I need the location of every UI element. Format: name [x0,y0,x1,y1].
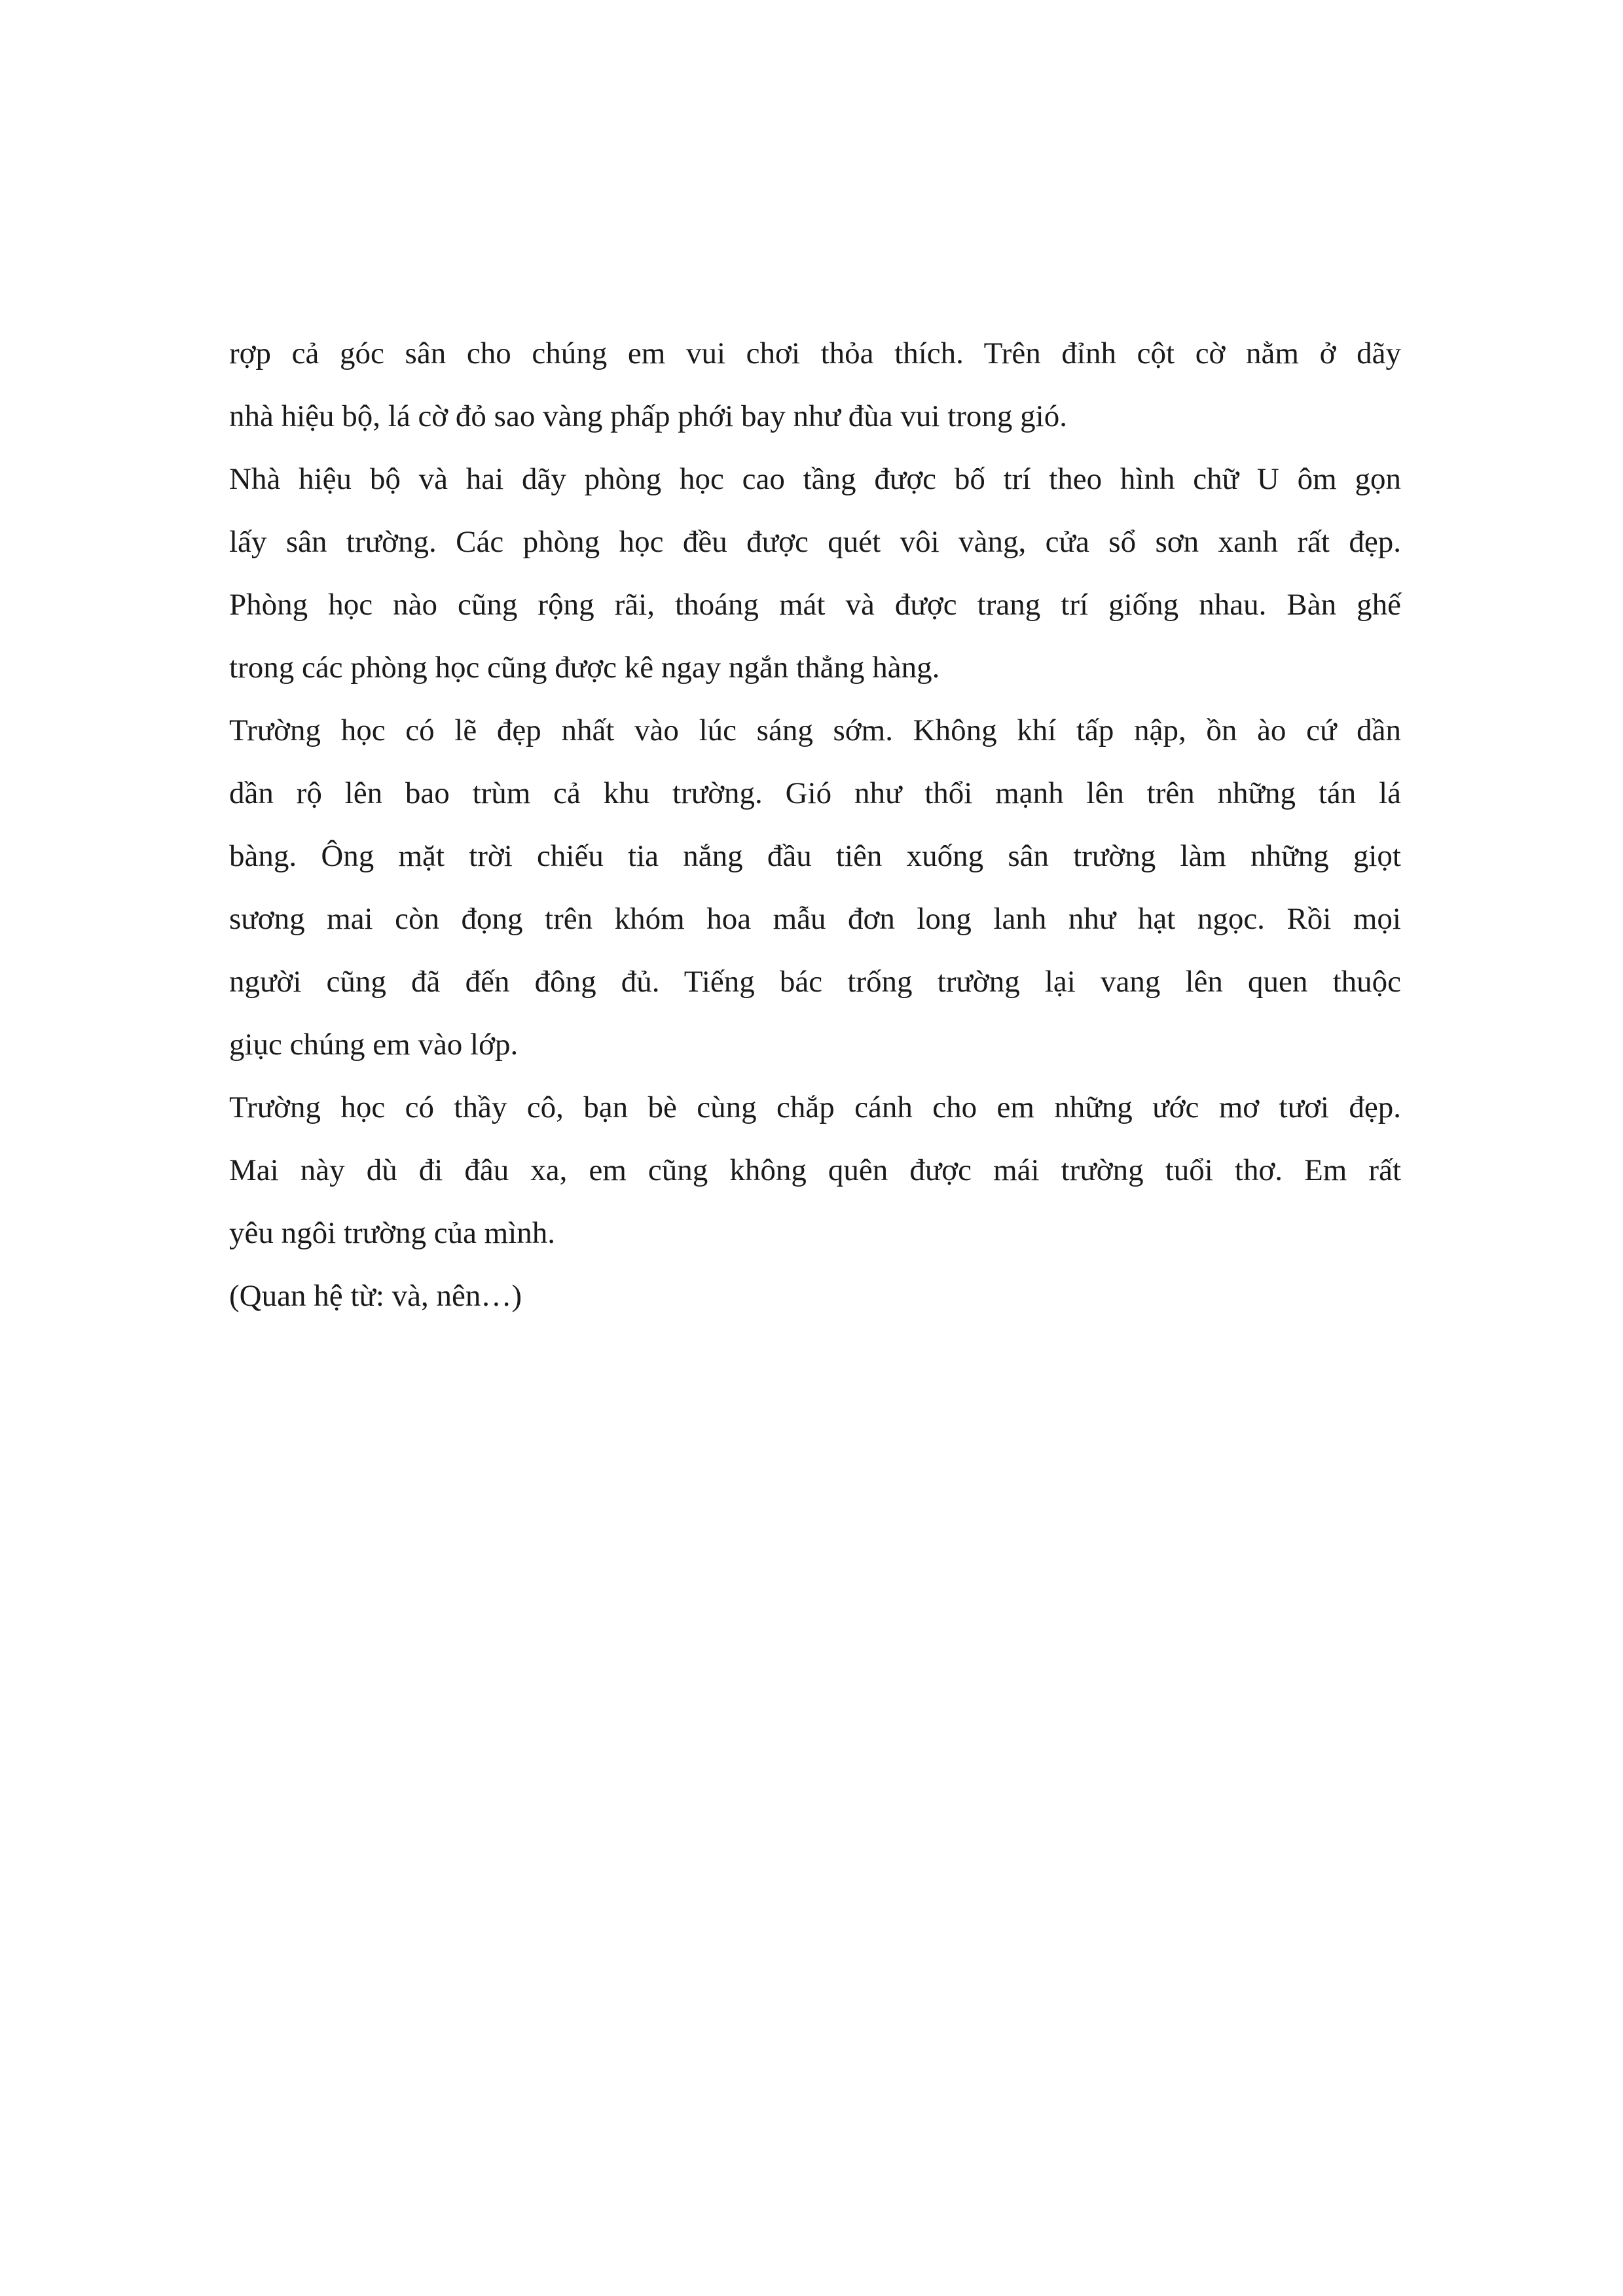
text-line: (Quan hệ từ: và, nên…) [229,1279,522,1313]
text-line: Trường học có thầy cô, bạn bè cùng chắp cánh cho em những ước mơ tươi đẹp. [229,1090,1401,1124]
text-line: Trường học có lẽ đẹp nhất vào lúc sáng sớm. Không khí tấp nập, ồn ào cứ dần [229,713,1401,747]
text-line: nhà hiệu bộ, lá cờ đỏ sao vàng phấp phới bay như đùa vui trong gió. [229,399,1067,433]
text-line: dần rộ lên bao trùm cả khu trường. Gió như thổi mạnh lên trên những tán lá [229,776,1401,810]
text-line: lấy sân trường. Các phòng học đều được quét vôi vàng, cửa sổ sơn xanh rất đẹp. [229,525,1401,559]
essay-text [229,322,1401,1327]
text-line: Phòng học nào cũng rộng rãi, thoáng mát và được trang trí giống nhau. Bàn ghế [229,588,1401,622]
text-line: trong các phòng học cũng được kê ngay ngắn thẳng hàng. [229,651,940,685]
text-line: giục chúng em vào lớp. [229,1028,519,1062]
text-line: rợp cả góc sân cho chúng em vui chơi thỏa thích. Trên đỉnh cột cờ nằm ở dãy [229,336,1401,370]
text-line: người cũng đã đến đông đủ. Tiếng bác trống trường lại vang lên quen thuộc [229,965,1401,999]
text-line: sương mai còn đọng trên khóm hoa mẫu đơn long lanh như hạt ngọc. Rồi mọi [229,902,1401,936]
text-line: Nhà hiệu bộ và hai dãy phòng học cao tầng được bố trí theo hình chữ U ôm gọn [229,462,1401,496]
text-line: yêu ngôi trường của mình. [229,1216,556,1250]
text-line: bàng. Ông mặt trời chiếu tia nắng đầu tiên xuống sân trường làm những giọt [229,839,1401,873]
text-line: Mai này dù đi đâu xa, em cũng không quên được mái trường tuổi thơ. Em rất [229,1153,1401,1187]
